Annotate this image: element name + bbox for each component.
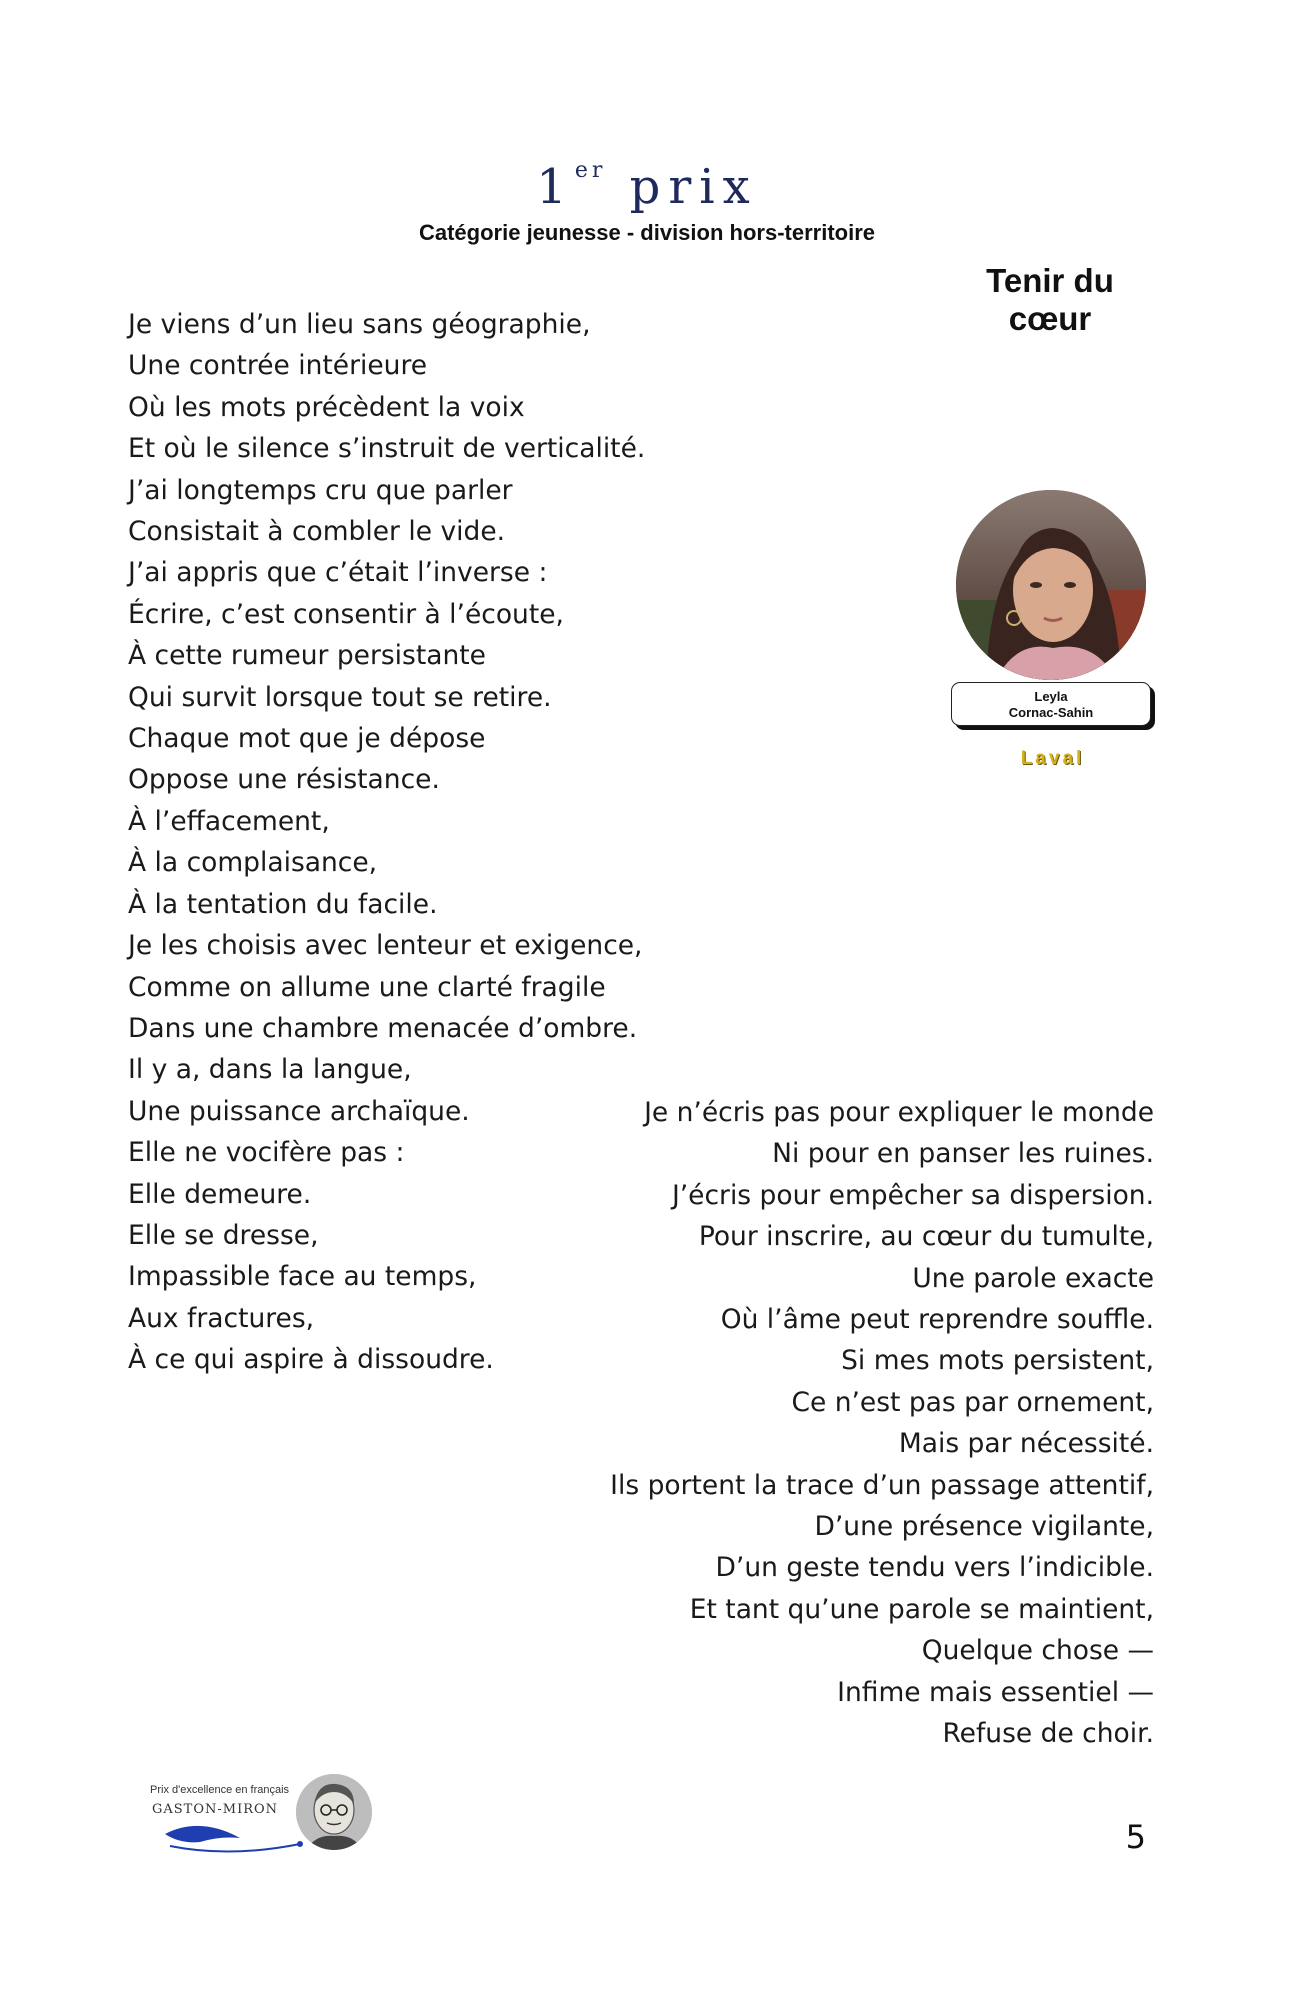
poem-line: Une puissance archaïque. <box>128 1095 470 1127</box>
poem-line: Et tant qu’une parole se maintient, <box>689 1593 1154 1625</box>
prize-suffix: er <box>574 158 607 183</box>
poem-line: Je les choisis avec lenteur et exigence, <box>128 930 643 962</box>
poem-line: Oppose une résistance. <box>128 764 440 796</box>
poem-line: Ce n’est pas par ornement, <box>791 1386 1154 1418</box>
poem-line: À cette rumeur persistante <box>128 640 486 672</box>
prize-number: 1 <box>536 159 575 215</box>
poem-line: À l’effacement, <box>128 805 330 837</box>
poem-line: D’une présence vigilante, <box>814 1511 1154 1543</box>
poem-line: J’ai appris que c’était l’inverse : <box>128 557 548 589</box>
logo-name: GASTON-MIRON <box>152 1802 279 1817</box>
gaston-miron-prize-logo <box>140 1770 380 1860</box>
poem-line: À la complaisance, <box>128 847 378 879</box>
poem-line: Dans une chambre menacée d’ombre. <box>128 1012 638 1044</box>
portrait-sketch-icon <box>296 1774 372 1850</box>
poem-line: J’ai longtemps cru que parler <box>128 474 513 506</box>
poem-line: Pour inscrire, au cœur du tumulte, <box>698 1221 1154 1253</box>
author-portrait-image <box>956 490 1146 680</box>
poem-title-line-1: Tenir du <box>986 262 1114 299</box>
poem-line: Et où le silence s’instruit de verticalité. <box>128 433 646 465</box>
poem-line: Elle ne vocifère pas : <box>128 1137 405 1169</box>
poem-line: Je n’écris pas pour expliquer le monde <box>644 1097 1154 1128</box>
poem-line: Consistait à combler le vide. <box>128 516 506 548</box>
quill-icon <box>160 1816 310 1856</box>
poem-line: Il y a, dans la langue, <box>128 1054 412 1086</box>
author-portrait <box>956 490 1146 680</box>
prize-heading <box>0 158 1294 215</box>
author-last-name: Cornac-Sahin <box>1008 705 1094 720</box>
poem-line: Une parole exacte <box>912 1262 1154 1294</box>
poem-title-line-2: cœur <box>1008 300 1092 337</box>
prize-word: prix <box>629 159 758 215</box>
poem-line: Écrire, c’est consentir à l’écoute, <box>128 598 564 630</box>
poem-stanza-left <box>128 304 645 1381</box>
poem-line: Comme on allume une clarté fragile <box>128 971 606 1003</box>
poem-line: Qui survit lorsque tout se retire. <box>128 681 552 713</box>
poem-line: Je viens d’un lieu sans géographie, <box>128 309 591 340</box>
poem-line: Refuse de choir. <box>942 1718 1154 1750</box>
poem-line: Chaque mot que je dépose <box>128 723 486 755</box>
poem-line: Impassible face au temps, <box>128 1261 477 1293</box>
poem-line: À la tentation du facile. <box>128 888 438 920</box>
category-subtitle: Catégorie jeunesse - division hors-territoire <box>418 220 875 245</box>
poem-line: Mais par nécessité. <box>898 1428 1154 1460</box>
poem-line: Une contrée intérieure <box>128 350 428 382</box>
poem-line: Elle demeure. <box>128 1178 312 1210</box>
author-name-box <box>951 682 1151 726</box>
poem-title <box>950 262 1150 338</box>
poem-line: Aux fractures, <box>128 1302 315 1334</box>
poem-line: Si mes mots persistent, <box>841 1345 1154 1377</box>
poem-line: Ni pour en panser les ruines. <box>772 1138 1154 1170</box>
author-first-name: Leyla <box>1034 689 1068 704</box>
poem-line: Où les mots précèdent la voix <box>128 391 525 423</box>
poem-stanza-right <box>610 1092 1154 1755</box>
poem-line: À ce qui aspire à dissoudre. <box>128 1344 494 1376</box>
poem-line: Quelque chose — <box>921 1635 1154 1667</box>
poem-line: Ils portent la trace d’un passage attentif, <box>610 1469 1154 1501</box>
gaston-miron-portrait <box>296 1774 372 1850</box>
poem-line: D’un geste tendu vers l’indicible. <box>715 1552 1154 1584</box>
poem-line: Où l’âme peut reprendre souffle. <box>720 1304 1154 1336</box>
poem-line: Infime mais essentiel — <box>837 1676 1154 1708</box>
logo-subtitle: Prix d'excellence en français <box>150 1784 290 1796</box>
page-number: 5 <box>1125 1818 1146 1856</box>
poem-line: J’écris pour empêcher sa dispersion. <box>671 1179 1154 1211</box>
author-city: Laval <box>1020 748 1085 769</box>
poem-line: Elle se dresse, <box>128 1219 319 1251</box>
